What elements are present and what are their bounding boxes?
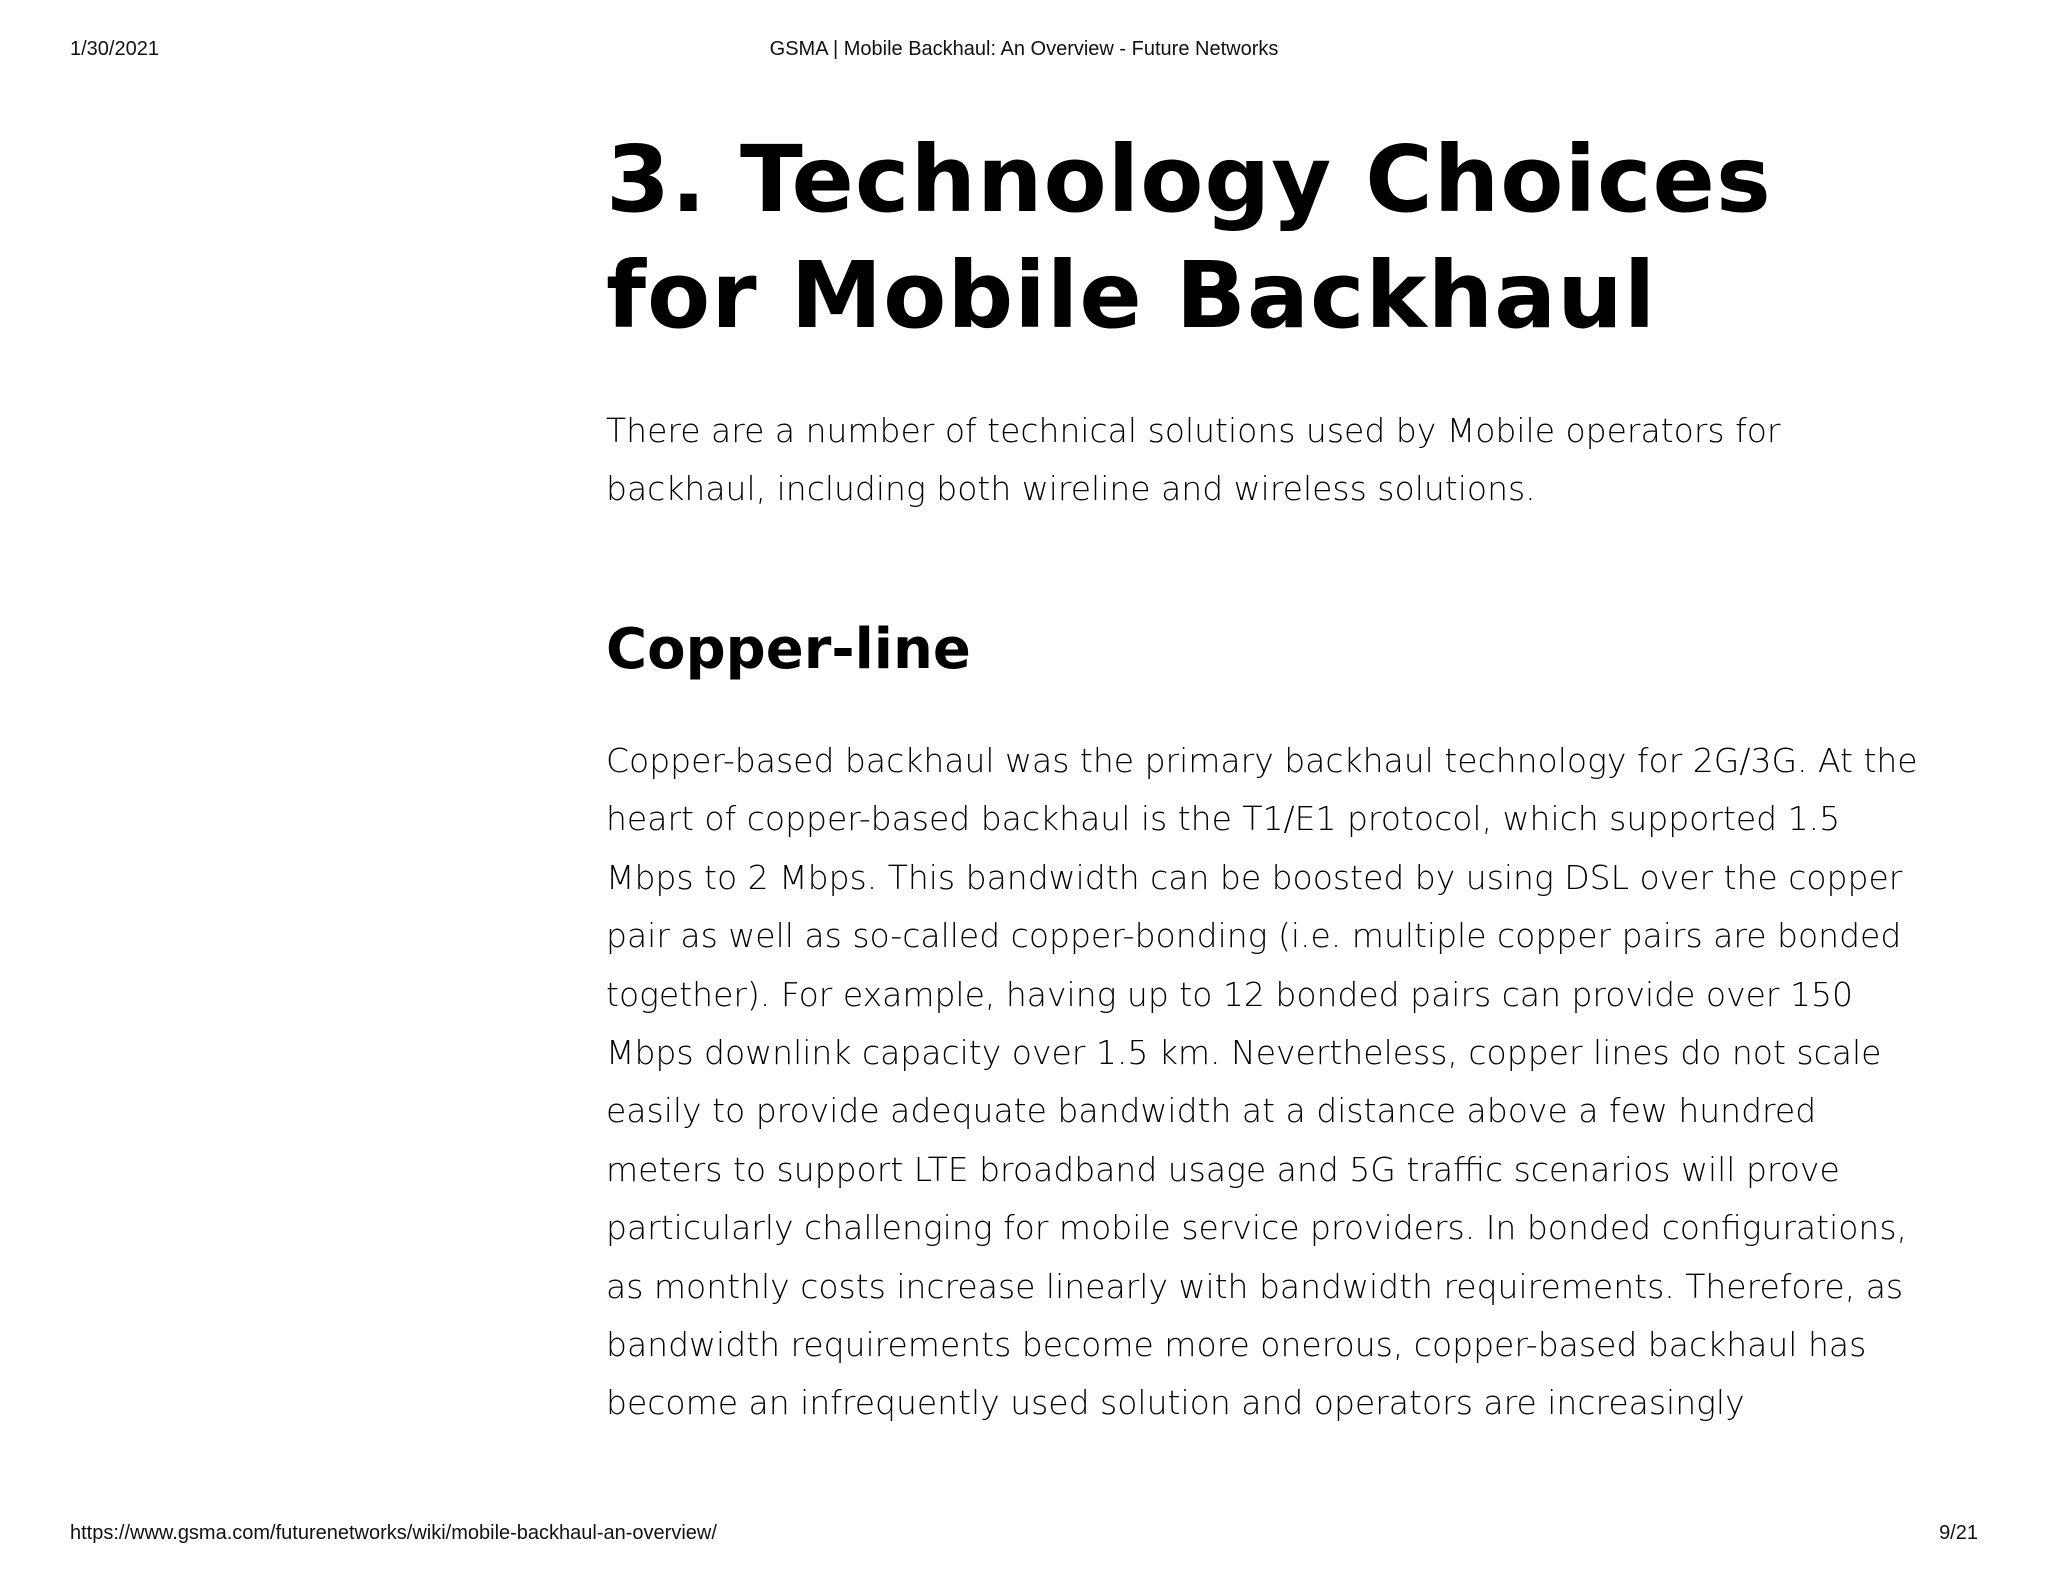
section-heading-copper-line: Copper-line: [606, 617, 971, 682]
print-page-number: 9/21: [1939, 1522, 1978, 1544]
section-paragraph-copper-line: Copper-based backhaul was the primary backhaul technology for 2G/3G. At the heart of copper-based backhaul is the T1/E1 protocol, which supported 1.5 Mbps to 2 Mbps. This bandwidth can be boosted by using DSL over the copper pair as well as so-called copper-bonding (i.e. multiple copper pairs are bonded together). For example, having up to 12 bonded pairs can provide over 150 Mbps downlink capacity over 1.5 km. Nevertheless, copper lines do not scale easily to provide adequate bandwidth at a distance above a few hundred meters to support LTE broadband usage and 5G traffic scenarios will prove particularly challenging for mobile service providers. In bonded configurations, as monthly costs increase linearly with bandwidth requirements. Therefore, as bandwidth requirements become more onerous, copper-based backhaul has become an infrequently used solution and operators are increasingly: [606, 741, 1918, 1423]
print-date: 1/30/2021: [70, 38, 159, 60]
print-footer: [0, 1522, 2048, 1550]
print-url: https://www.gsma.com/futurenetworks/wiki/mobile-backhaul-an-overview/: [70, 1522, 717, 1544]
intro-paragraph: There are a number of technical solutions used by Mobile operators for backhaul, including both wireline and wireless solutions.: [606, 411, 1781, 508]
print-header: [0, 38, 2048, 66]
article-content: [606, 122, 1936, 1433]
page-title: 3. Technology Choices for Mobile Backhaul: [606, 126, 1772, 349]
print-page-title: GSMA | Mobile Backhaul: An Overview - Future Networks: [769, 38, 1279, 60]
